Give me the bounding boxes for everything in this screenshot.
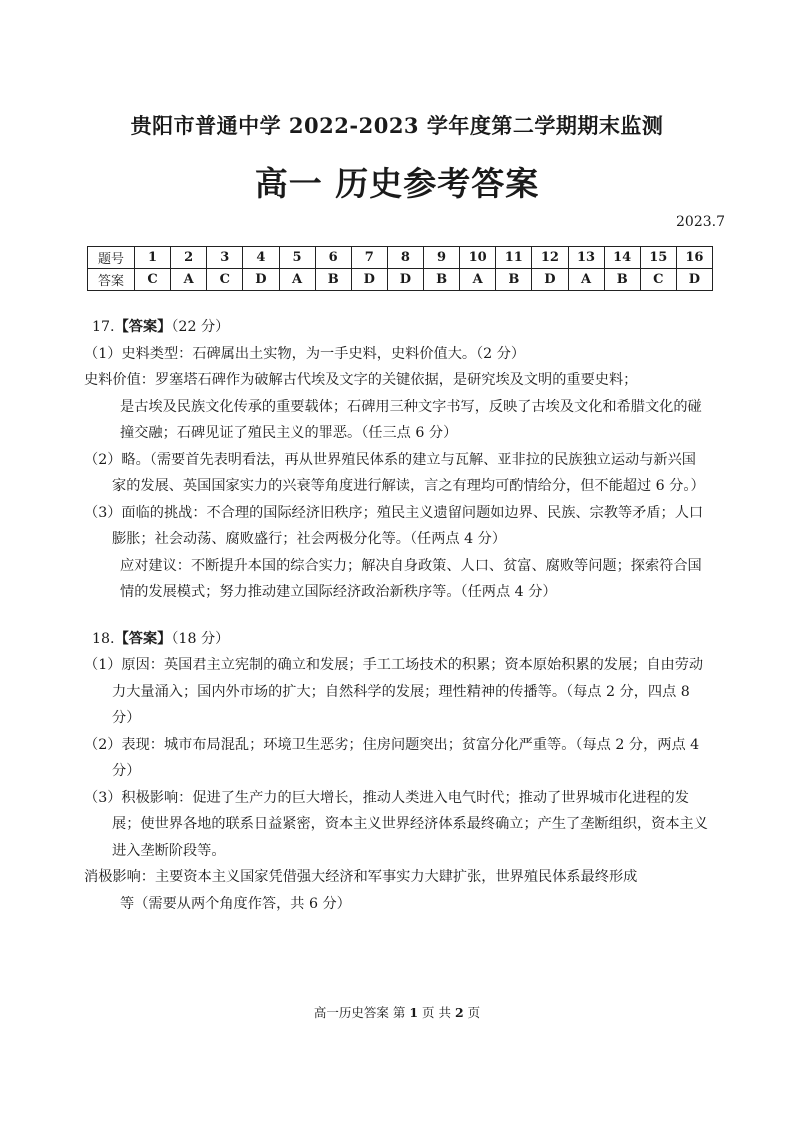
q17-part3-challenges: （3）面临的挑战：不合理的国际经济旧秩序；殖民主义遗留问题如边界、民族、宗教等矛盾；人口膨胀；社会动荡、腐败盛行；社会两极分化等。（任两点 4 分） <box>84 504 704 547</box>
question-number: 10 <box>460 247 496 269</box>
answer-cell: D <box>243 269 279 291</box>
question-number: 6 <box>315 247 351 269</box>
date-label: 2023.7 <box>676 214 725 230</box>
answer-cell: B <box>424 269 460 291</box>
row-label-question: 题号 <box>88 247 135 269</box>
question-number: 15 <box>640 247 676 269</box>
answer-cell: D <box>387 269 423 291</box>
answer-cell: A <box>279 269 315 291</box>
q18-part3-positive: （3）积极影响：促进了生产力的巨大增长，推动人类进入电气时代；推动了世界城市化进程的发展；使世界各地的联系日益紧密，资本主义世界经济体系最终确立；产生了垄断组织，资本主义进入垄断阶段等。 <box>84 789 708 859</box>
section-gap <box>92 606 710 626</box>
question-17-heading <box>92 314 710 341</box>
answer-mark: 【答案】 <box>114 630 172 647</box>
question-number: 2 <box>171 247 207 269</box>
q17-part2: （2）略。（需要首先表明看法，再从世界殖民体系的建立与瓦解、亚非拉的民族独立运动与新兴国家的发展、英国国家实力的兴衰等角度进行解读，言之有理均可酌情给分，但不能超过 6 分。） <box>84 451 705 494</box>
question-number-17: 17. <box>92 319 115 335</box>
document-title: 高一 历史参考答案 <box>254 164 540 203</box>
q17-historical-value-cont: 是古埃及民族文化传承的重要载体；石碑用三种文字书写，反映了古埃及文化和希腊文化的碰撞交融；石碑见证了殖民主义的罪恶。（任三点 6 分） <box>120 398 702 441</box>
row-label-answer: 答案 <box>88 269 135 291</box>
question-number: 3 <box>207 247 243 269</box>
q17-part1: （1）史料类型：石碑属出土实物，为一手史料，史料价值大。（2 分） <box>84 345 526 362</box>
answer-cell: B <box>604 269 640 291</box>
footer-prefix: 高一历史答案 第 <box>313 1005 410 1020</box>
question-number: 4 <box>243 247 279 269</box>
question-number: 11 <box>496 247 532 269</box>
q17-part3-suggestions: 应对建议：不断提升本国的综合实力；解决自身政策、人口、贫富、腐败等问题；探索符合国情的发展模式；努力推动建立国际经济政治新秩序等。（任两点 4 分） <box>120 557 702 600</box>
answer-table <box>87 246 713 291</box>
question-number: 16 <box>676 247 712 269</box>
q17-historical-value: 史料价值：罗塞塔石碑作为破解古代埃及文字的关键依据，是研究埃及文明的重要史料； <box>84 372 638 388</box>
question-number: 7 <box>351 247 387 269</box>
answer-cell: B <box>315 269 351 291</box>
question-number: 13 <box>568 247 604 269</box>
page-footer <box>0 1003 794 1021</box>
footer-middle: 页 共 <box>418 1005 455 1020</box>
question-number: 9 <box>424 247 460 269</box>
footer-page-number: 1 <box>409 1005 419 1020</box>
answer-cell: D <box>532 269 568 291</box>
q18-part1: （1）原因：英国君主立宪制的确立和发展；手工工场技术的积累；资本原始积累的发展；自由劳动力大量涌入；国内外市场的扩大；自然科学的发展；理性精神的传播等。（每点 2 分，四点 8 分） <box>84 657 704 726</box>
answer-cell: C <box>640 269 676 291</box>
answer-cell: B <box>496 269 532 291</box>
question-number-row <box>88 247 713 269</box>
q18-part3-negative: 消极影响：主要资本主义国家凭借强大经济和军事实力大肆扩张，世界殖民体系最终形成 <box>84 869 638 885</box>
question-18-heading <box>92 626 710 653</box>
question-score: （22 分） <box>171 319 230 335</box>
footer-page-total: 2 <box>454 1005 464 1020</box>
question-number: 8 <box>387 247 423 269</box>
answer-row <box>88 269 713 291</box>
question-number: 1 <box>135 247 171 269</box>
exam-title: 贵阳市普通中学 2022-2023 学年度第二学期期末监测 <box>130 113 664 138</box>
answer-cell: C <box>135 269 171 291</box>
answer-cell: A <box>568 269 604 291</box>
question-score: （18 分） <box>171 630 230 647</box>
answer-content <box>84 314 710 917</box>
answer-mark: 【答案】 <box>114 319 172 335</box>
q18-part3-negative-cont: 等（需要从两个角度作答，共 6 分） <box>120 895 351 912</box>
question-number: 12 <box>532 247 568 269</box>
question-number: 5 <box>279 247 315 269</box>
question-number-18: 18. <box>92 630 115 647</box>
answer-cell: D <box>351 269 387 291</box>
answer-cell: A <box>460 269 496 291</box>
answer-cell: D <box>676 269 712 291</box>
answer-cell: A <box>171 269 207 291</box>
footer-suffix: 页 <box>463 1005 481 1020</box>
q18-part2: （2）表现：城市布局混乱；环境卫生恶劣；住房问题突出；贫富分化严重等。（每点 2 分，两点 4 分） <box>84 736 700 779</box>
answer-cell: C <box>207 269 243 291</box>
question-number: 14 <box>604 247 640 269</box>
